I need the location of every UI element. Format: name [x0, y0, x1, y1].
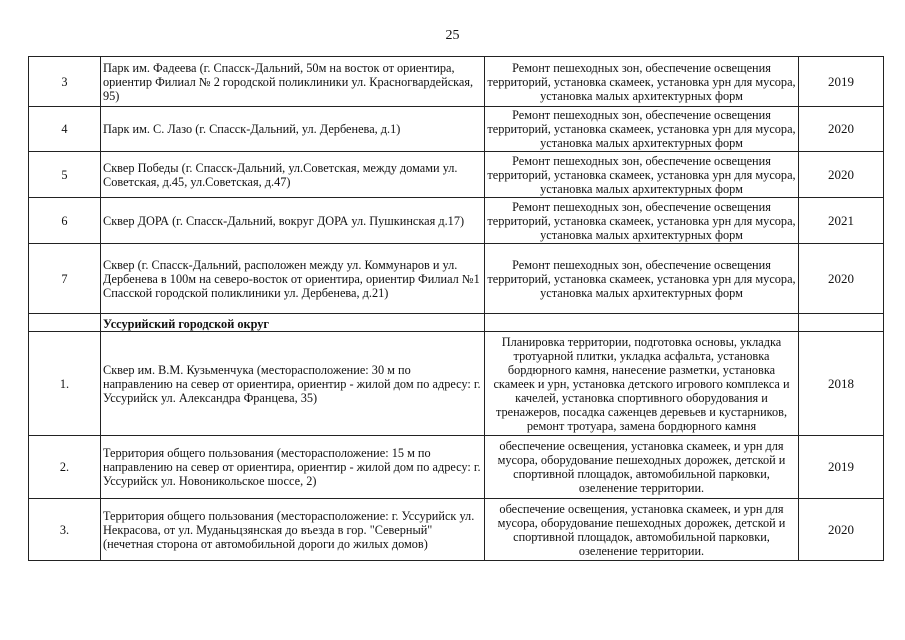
works-cell: Ремонт пешеходных зон, обеспечение освещения территорий, установка скамеек, установка урн для мусора, установка малых архитектурных форм: [485, 198, 799, 244]
page-number: 25: [445, 28, 460, 43]
location-cell: Сквер ДОРА (г. Спасск-Дальний, вокруг ДОРА ул. Пушкинская д.17): [101, 198, 485, 244]
row-number: 1.: [29, 332, 101, 436]
works-cell: обеспечение освещения, установка скамеек, и урн для мусора, оборудование пешеходных дорожек, детской и спортивной площадок, автомобильной парковки, озеленение территории.: [485, 436, 799, 499]
row-number: 3.: [29, 499, 101, 561]
location-cell: Сквер Победы (г. Спасск-Дальний, ул.Советская, между домами ул. Советская, д.45, ул.Советская, д.47): [101, 152, 485, 198]
section-empty-cell: [799, 314, 884, 332]
year-cell: 2018: [799, 332, 884, 436]
location-cell: Территория общего пользования (месторасположение: г. Уссурийск ул. Некрасова, от ул. Муданьцзянская до въезда в гор. "Северный" (нечетная сторона от автомобильной дороги до жилых домов): [101, 499, 485, 561]
row-number: 5: [29, 152, 101, 198]
location-cell: Территория общего пользования (месторасположение: 15 м по направлению на север от ориентира, ориентир - жилой дом по адресу: г. Уссурийск ул. Новоникольское шоссе, 2): [101, 436, 485, 499]
table-row: [29, 499, 884, 561]
works-cell: Ремонт пешеходных зон, обеспечение освещения территорий, установка скамеек, установка урн для мусора, установка малых архитектурных форм: [485, 57, 799, 107]
table-row: [29, 57, 884, 107]
year-cell: 2020: [799, 152, 884, 198]
section-empty-cell: [485, 314, 799, 332]
works-cell: Ремонт пешеходных зон, обеспечение освещения территорий, установка скамеек, установка урн для мусора, установка малых архитектурных форм: [485, 107, 799, 152]
year-cell: 2020: [799, 107, 884, 152]
section-row: [29, 314, 884, 332]
year-cell: 2019: [799, 436, 884, 499]
year-cell: 2020: [799, 499, 884, 561]
table-row: [29, 436, 884, 499]
table-row: [29, 244, 884, 314]
row-number: 2.: [29, 436, 101, 499]
table-row: [29, 198, 884, 244]
row-number: 7: [29, 244, 101, 314]
row-number: 4: [29, 107, 101, 152]
location-cell: Сквер им. В.М. Кузьменчука (месторасположение: 30 м по направлению на север от ориентира, ориентир - жилой дом по адресу: г. Уссурийск ул. Александра Францева, 35): [101, 332, 485, 436]
row-number: 6: [29, 198, 101, 244]
table-row: [29, 332, 884, 436]
works-cell: обеспечение освещения, установка скамеек, и урн для мусора, оборудование пешеходных дорожек, детской и спортивной площадок, автомобильной парковки, озеленение территории.: [485, 499, 799, 561]
year-cell: 2021: [799, 198, 884, 244]
improvement-table: [28, 56, 884, 561]
location-cell: Сквер (г. Спасск-Дальний, расположен между ул. Коммунаров и ул. Дербенева в 100м на северо-восток от ориентира, ориентир Филиал №1 Спасской городской поликлиники ул. Дербенева, д.21): [101, 244, 485, 314]
location-cell: Парк им. Фадеева (г. Спасск-Дальний, 50м на восток от ориентира, ориентир Филиал № 2 городской поликлиники ул. Красногвардейская, 95): [101, 57, 485, 107]
table-row: [29, 107, 884, 152]
section-title: Уссурийский городской округ: [101, 314, 485, 332]
location-cell: Парк им. С. Лазо (г. Спасск-Дальний, ул. Дербенева, д.1): [101, 107, 485, 152]
row-number: 3: [29, 57, 101, 107]
works-cell: Планировка территории, подготовка основы, укладка тротуарной плитки, укладка асфальта, установка бордюрного камня, нанесение разметки, установка скамеек и урн, установка детского игрового комплекса и качелей, установка спортивного оборудования и тренажеров, посадка саженцев деревьев и кустарников, ремонт тротуара, замена бордюрного камня: [485, 332, 799, 436]
table-row: [29, 152, 884, 198]
works-cell: Ремонт пешеходных зон, обеспечение освещения территорий, установка скамеек, установка урн для мусора, установка малых архитектурных форм: [485, 152, 799, 198]
works-cell: Ремонт пешеходных зон, обеспечение освещения территорий, установка скамеек, установка урн для мусора, установка малых архитектурных форм: [485, 244, 799, 314]
year-cell: 2019: [799, 57, 884, 107]
year-cell: 2020: [799, 244, 884, 314]
section-empty-cell: [29, 314, 101, 332]
